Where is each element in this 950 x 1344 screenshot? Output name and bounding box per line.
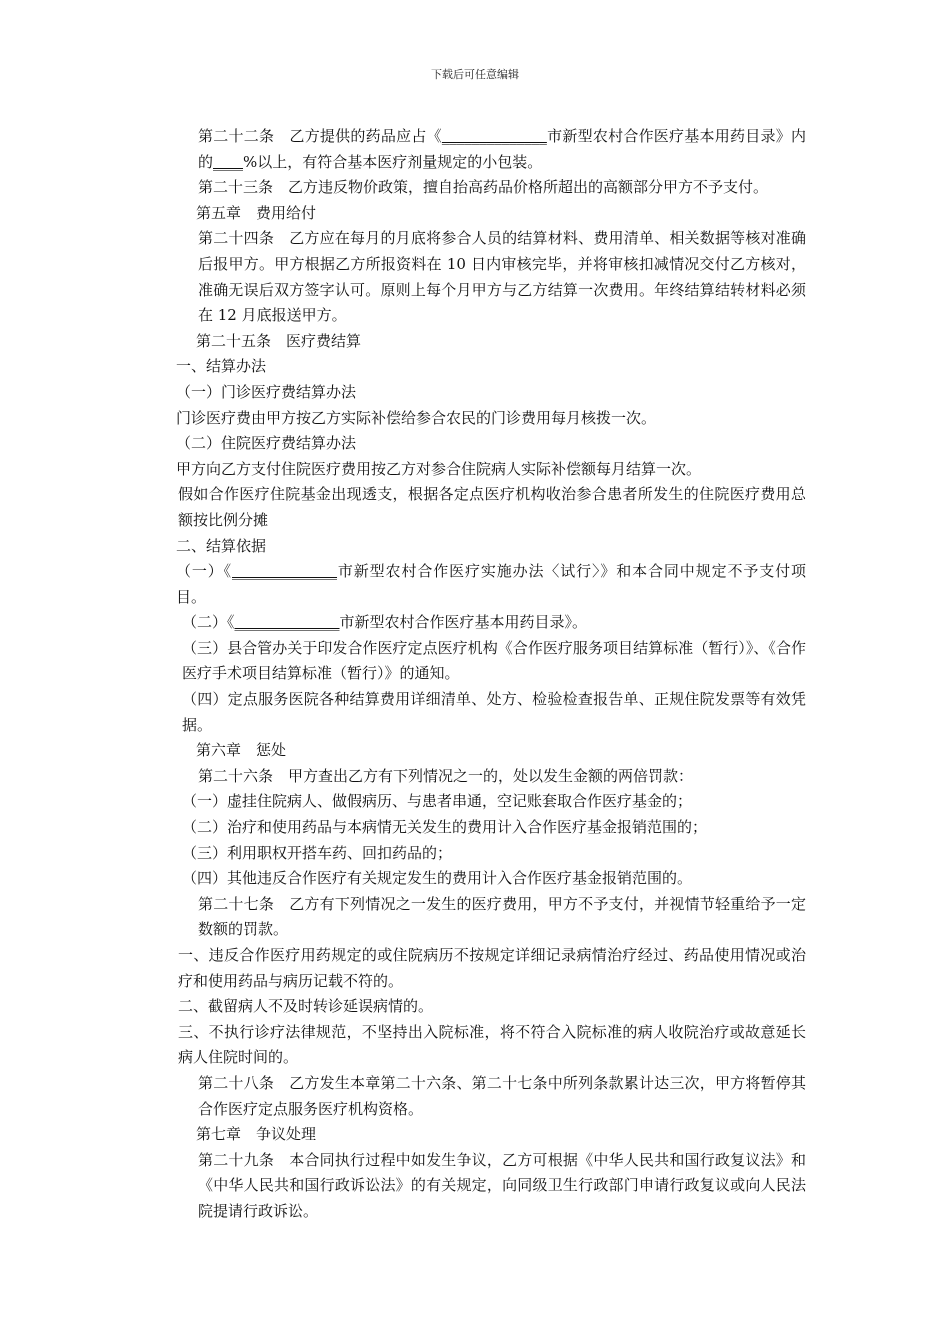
paragraph-text: 第二十四条 乙方应在每月的月底将参合人员的结算材料、费用清单、相关数据等核对准确后报甲方。甲方根据乙方所报资料在 10 日内审核完毕，并将审核扣减情况交付乙方核对，准确无误后双方签字认可。原则上每个月甲方与乙方结算一次费用。年终结算结转材料必须在 12 月底报送甲方。: [198, 229, 806, 325]
paragraph-text: 二、截留病人不及时转诊延误病情的。: [178, 997, 434, 1016]
paragraph-text: （二）《: [182, 613, 235, 632]
page-header: 下载后可任意编辑: [431, 68, 519, 81]
paragraph-text: （三）利用职权开搭车药、回扣药品的；: [182, 843, 453, 862]
paragraph-text: 市新型农村合作医疗实施办法〈试行〉》和本合同中规定不予支付项目。: [176, 562, 806, 606]
paragraph-text: 一、结算办法: [176, 357, 267, 376]
paragraph-text: 三、不执行诊疗法律规范，不坚持出入院标准，将不符合入院标准的病人收院治疗或故意延长病人住院时间的。: [178, 1022, 806, 1067]
blank-field: ______________: [441, 127, 547, 145]
paragraph-text: 第二十二条 乙方提供的药品应占《: [198, 127, 442, 145]
paragraph: [146, 1020, 806, 1071]
paragraph-text: 第六章 惩处: [196, 741, 287, 760]
paragraph: [146, 406, 806, 432]
paragraph: [146, 789, 806, 815]
paragraph-text: 假如合作医疗住院基金出现透支，根据各定点医疗机构收治参合患者所发生的住院医疗费用总额按比例分摊: [178, 485, 806, 529]
paragraph-text: 二、结算依据: [176, 536, 267, 555]
paragraph-text: 第七章 争议处理: [196, 1125, 317, 1144]
paragraph: [146, 354, 806, 380]
document-body: [146, 124, 806, 1225]
paragraph: [146, 534, 806, 560]
paragraph: [146, 892, 806, 943]
paragraph-text: （二）住院医疗费结算办法: [176, 434, 357, 453]
paragraph-text: （一）虚挂住院病人、做假病历、与患者串通，空记账套取合作医疗基金的；: [182, 792, 693, 811]
paragraph: [146, 380, 806, 406]
paragraph: [146, 457, 806, 483]
paragraph-text: 甲方向乙方支付住院医疗费用按乙方对参合住院病人实际补偿额每月结算一次。: [176, 459, 702, 478]
paragraph-text: （四）其他违反合作医疗有关规定发生的费用计入合作医疗基金报销范围的。: [182, 869, 693, 888]
paragraph-text: 第二十七条 乙方有下列情况之一发生的医疗费用，甲方不予支付，并视情节轻重给予一定数额的罚款。: [198, 894, 806, 939]
paragraph: [146, 687, 806, 738]
paragraph: [146, 815, 806, 841]
paragraph-text: （一）门诊医疗费结算办法: [176, 382, 357, 401]
paragraph: [146, 329, 806, 355]
paragraph-text: 第二十五条 医疗费结算: [196, 331, 362, 350]
paragraph: [146, 431, 806, 457]
paragraph: [146, 1148, 806, 1225]
paragraph: [146, 738, 806, 764]
paragraph: [146, 1122, 806, 1148]
paragraph-text: 第二十八条 乙方发生本章第二十六条、第二十七条中所列条款累计达三次，甲方将暂停其合作医疗定点服务医疗机构资格。: [198, 1073, 806, 1118]
blank-field: ______________: [234, 613, 340, 632]
paragraph-text: 第五章 费用给付: [196, 203, 317, 222]
paragraph-text: 第二十六条 甲方查出乙方有下列情况之一的，处以发生金额的两倍罚款：: [198, 766, 694, 785]
paragraph: [146, 943, 806, 994]
paragraph: [146, 175, 806, 201]
blank-field: ____: [213, 152, 244, 171]
paragraph: [146, 124, 806, 175]
paragraph-text: （四）定点服务医院各种结算费用详细清单、处方、检验检查报告单、正规住院发票等有效凭据。: [182, 690, 806, 734]
paragraph: [146, 559, 806, 610]
paragraph-text: （一）《: [176, 562, 233, 581]
paragraph-text: 第二十九条 本合同执行过程中如发生争议，乙方可根据《中华人民共和国行政复议法》和《中华人民共和国行政诉讼法》的有关规定，向同级卫生行政部门申请行政复议或向人民法院提请行政诉讼。: [198, 1150, 806, 1220]
paragraph-text: 门诊医疗费由甲方按乙方实际补偿给参合农民的门诊费用每月核拨一次。: [176, 408, 657, 427]
paragraph: [146, 1071, 806, 1122]
paragraph-text: 市新型农村合作医疗基本用药目录》内的: [198, 127, 806, 171]
paragraph: [146, 226, 806, 328]
paragraph: [146, 482, 806, 533]
paragraph-text: 第二十三条 乙方违反物价政策，擅自抬高药品价格所超出的高额部分甲方不予支付。: [198, 178, 769, 197]
paragraph-text: （三）县合管办关于印发合作医疗定点医疗机构《合作医疗服务项目结算标准（暂行）》、《合作医疗手术项目结算标准（暂行）》的通知。: [182, 638, 806, 683]
paragraph: [146, 764, 806, 790]
paragraph: [146, 841, 806, 867]
paragraph: [146, 610, 806, 636]
paragraph: [146, 994, 806, 1020]
paragraph-text: 市新型农村合作医疗基本用药目录》。: [339, 613, 588, 632]
paragraph-text: （二）治疗和使用药品与本病情无关发生的费用计入合作医疗基金报销范围的；: [182, 818, 708, 837]
paragraph: [146, 201, 806, 227]
paragraph: [146, 636, 806, 687]
blank-field: ______________: [232, 562, 338, 581]
paragraph-text: 一、违反合作医疗用药规定的或住院病历不按规定详细记录病情治疗经过、药品使用情况或治疗和使用药品与病历记载不符的。: [178, 946, 806, 990]
paragraph-text: %以上，有符合基本医疗剂量规定的小包装。: [243, 152, 543, 171]
paragraph: [146, 866, 806, 892]
